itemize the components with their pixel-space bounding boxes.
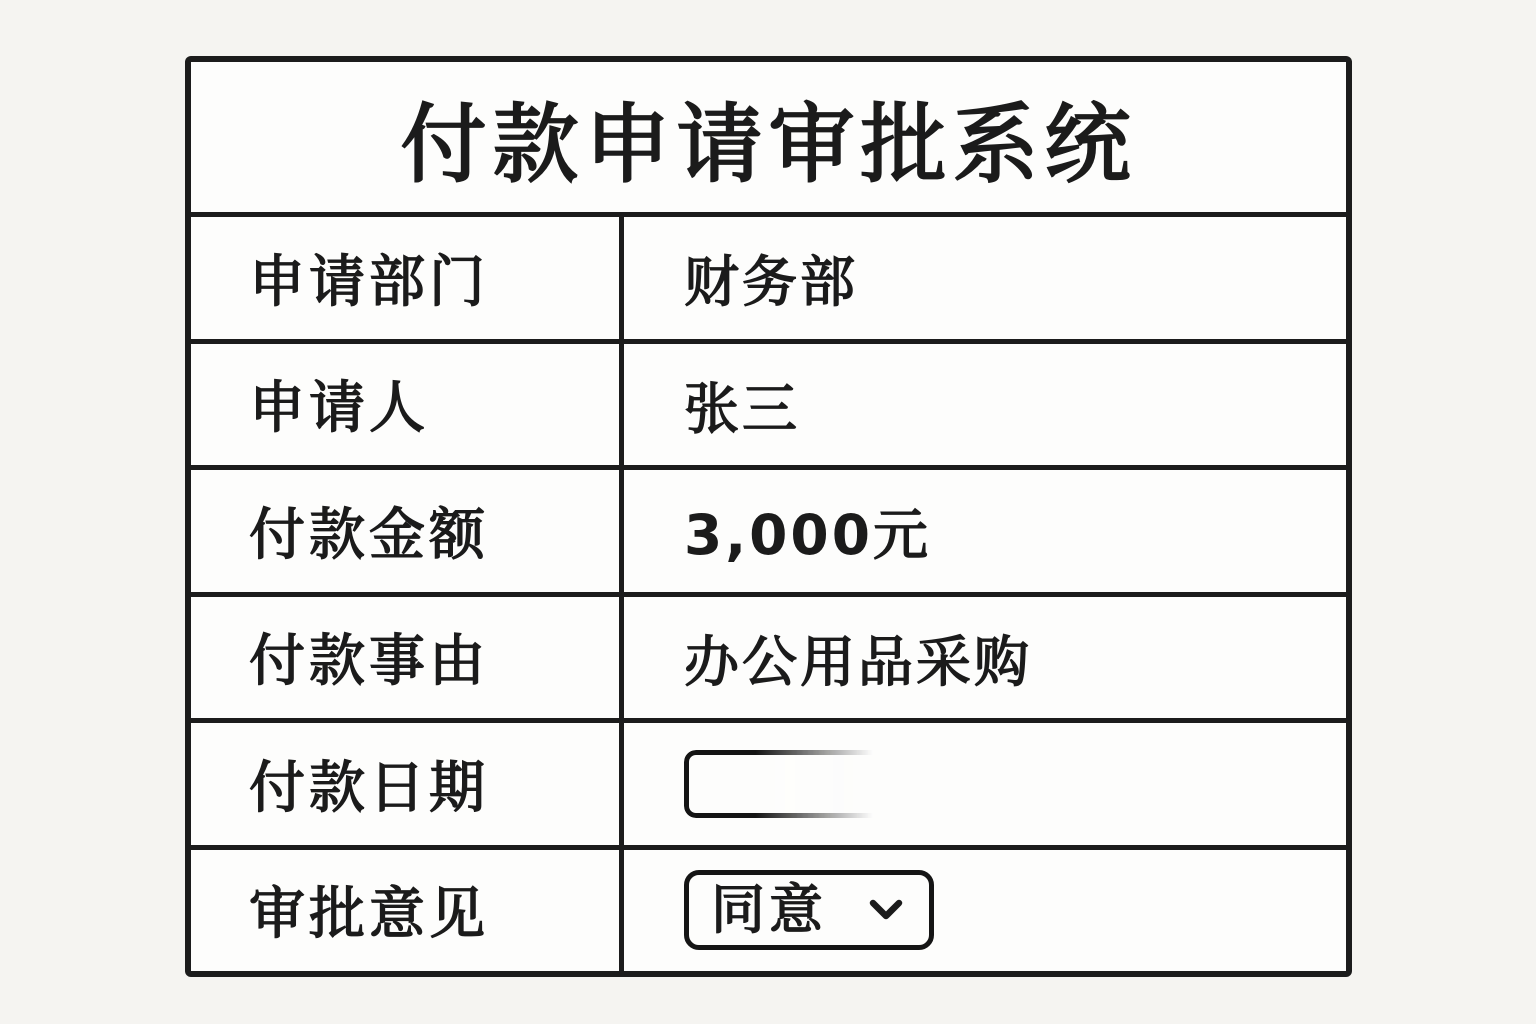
label-payment-date: 付款日期: [191, 723, 619, 845]
payment-date-cell: [624, 723, 1346, 845]
value-payment-amount: 3,000元: [624, 470, 1346, 592]
label-applying-department: 申请部门: [191, 217, 619, 339]
value-applicant: 张三: [624, 344, 1346, 466]
value-payment-reason: 办公用品采购: [624, 597, 1346, 719]
label-applicant: 申请人: [191, 344, 619, 466]
approval-opinion-cell: [624, 850, 1346, 972]
form-title: 付款申请审批系统: [191, 62, 1346, 212]
approval-selected-option: 同意: [711, 878, 827, 942]
payment-date-input[interactable]: [684, 750, 889, 818]
label-payment-reason: 付款事由: [191, 597, 619, 719]
payment-approval-form: [185, 56, 1352, 977]
label-approval-opinion: 审批意见: [191, 850, 619, 972]
chevron-down-icon: [869, 899, 903, 921]
value-applying-department: 财务部: [624, 217, 1346, 339]
approval-opinion-select[interactable]: [684, 870, 934, 950]
label-payment-amount: 付款金额: [191, 470, 619, 592]
